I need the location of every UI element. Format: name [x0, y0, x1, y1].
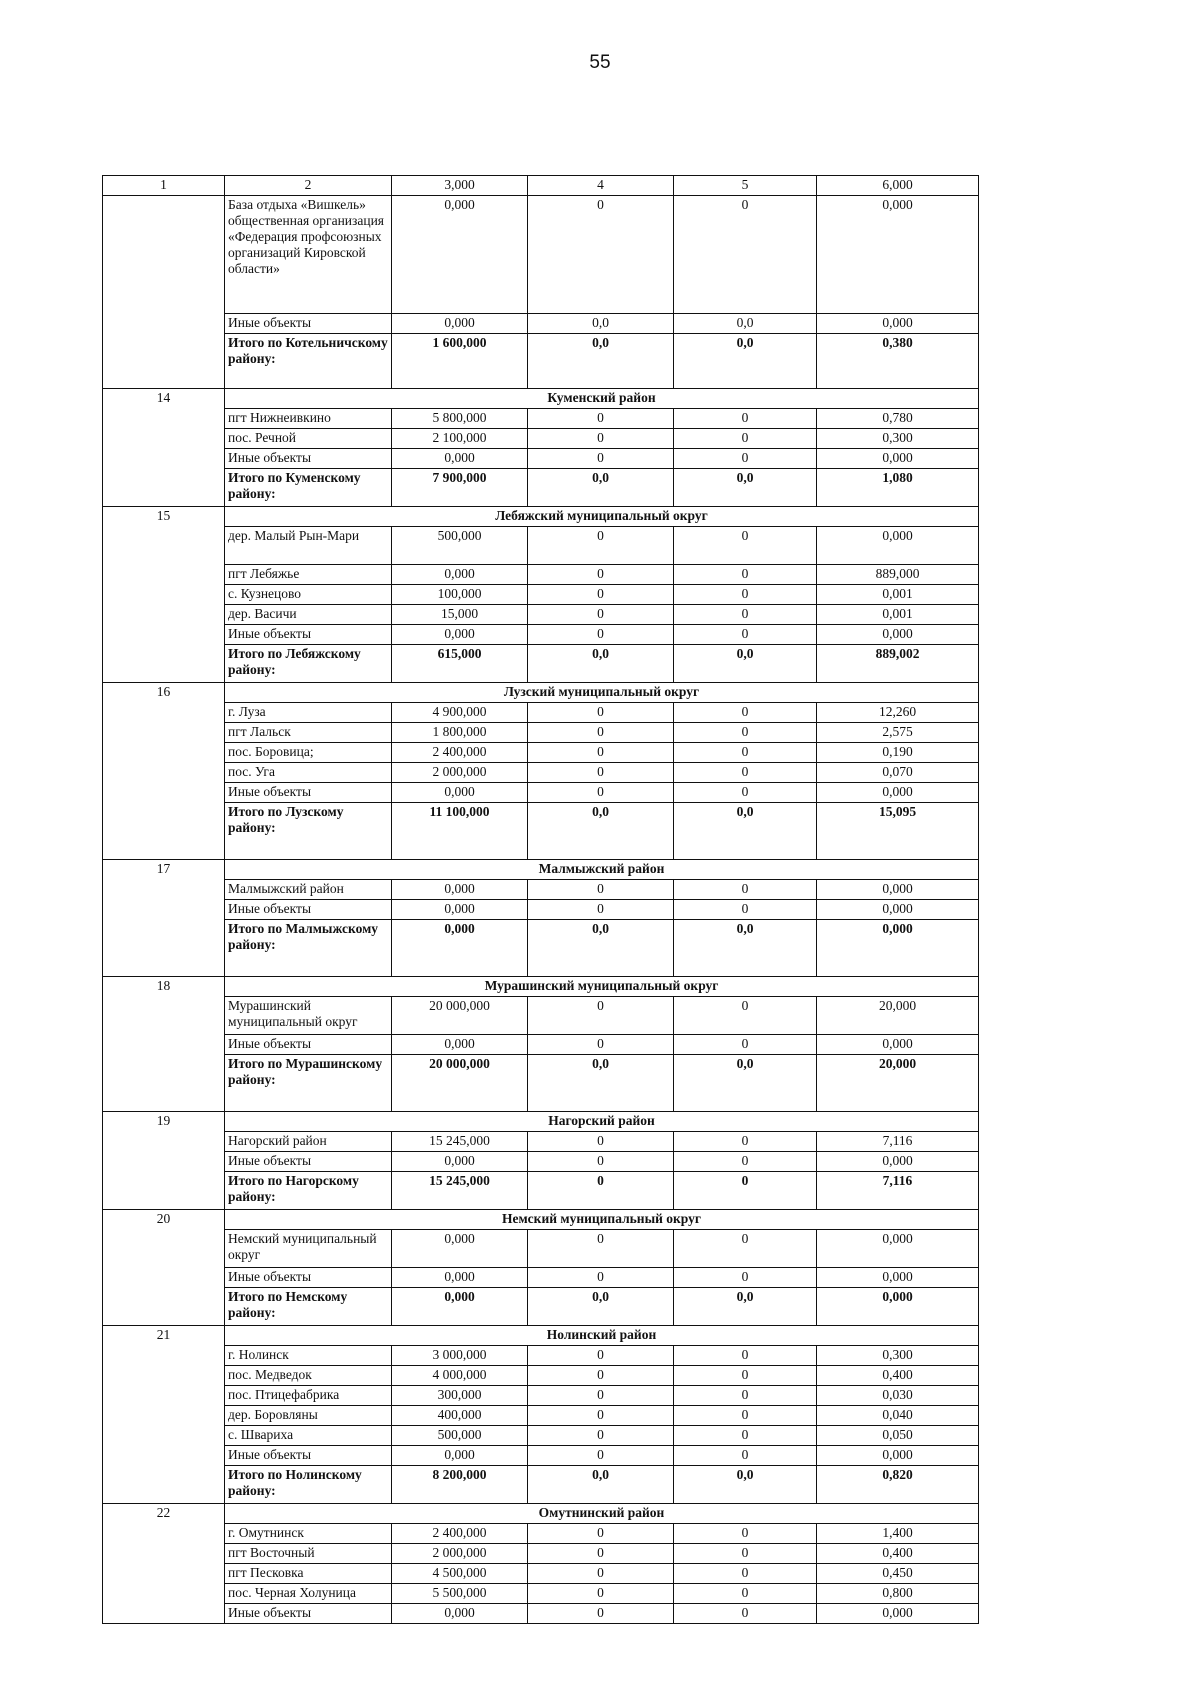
- total-name-cell: Итого по Нагорскому району:: [225, 1172, 392, 1210]
- value-col-4: 0: [528, 429, 674, 449]
- table-row: [103, 783, 979, 803]
- object-name-cell: Нагорский район: [225, 1132, 392, 1152]
- object-name-cell: пгт Лебяжье: [225, 565, 392, 585]
- value-col-3: 0,000: [392, 196, 528, 314]
- table-row: [103, 1268, 979, 1288]
- value-col-5: 0: [674, 997, 817, 1035]
- value-col-4: 0: [528, 900, 674, 920]
- table-row: [103, 1564, 979, 1584]
- table-row: [103, 1346, 979, 1366]
- section-row: [103, 860, 979, 880]
- section-row: [103, 1326, 979, 1346]
- value-col-5: 0: [674, 1172, 817, 1210]
- table-row: [103, 625, 979, 645]
- value-col-3: 0,000: [392, 1268, 528, 1288]
- value-col-5: 0: [674, 723, 817, 743]
- table-row: [103, 1544, 979, 1564]
- value-col-5: 0: [674, 1524, 817, 1544]
- object-name-cell: пгт Нижнеивкино: [225, 409, 392, 429]
- value-col-6: 0,000: [817, 1268, 979, 1288]
- object-name-cell: г. Нолинск: [225, 1346, 392, 1366]
- value-col-6: 0,000: [817, 314, 979, 334]
- value-col-3: 0,000: [392, 1230, 528, 1268]
- value-col-6: 20,000: [817, 1055, 979, 1112]
- object-name-cell: Иные объекты: [225, 1268, 392, 1288]
- value-col-6: 889,002: [817, 645, 979, 683]
- value-col-3: 0,000: [392, 565, 528, 585]
- value-col-3: 2 100,000: [392, 429, 528, 449]
- object-name-cell: дер. Боровляны: [225, 1406, 392, 1426]
- value-col-4: 0: [528, 1604, 674, 1624]
- object-name-cell: пос. Черная Холуница: [225, 1584, 392, 1604]
- header-cell-5: 5: [674, 176, 817, 196]
- value-col-6: 889,000: [817, 565, 979, 585]
- value-col-3: 3 000,000: [392, 1346, 528, 1366]
- value-col-5: 0: [674, 1406, 817, 1426]
- value-col-3: 615,000: [392, 645, 528, 683]
- table-body: [103, 176, 979, 1624]
- value-col-4: 0: [528, 723, 674, 743]
- value-col-6: 7,116: [817, 1172, 979, 1210]
- table-row: [103, 1584, 979, 1604]
- table-row: [103, 429, 979, 449]
- table-row: [103, 1604, 979, 1624]
- object-name-cell: с. Швариха: [225, 1426, 392, 1446]
- value-col-6: 0,800: [817, 1584, 979, 1604]
- value-col-5: 0: [674, 605, 817, 625]
- table-row: [103, 1524, 979, 1544]
- value-col-5: 0: [674, 585, 817, 605]
- value-col-5: 0: [674, 1426, 817, 1446]
- section-title: Нагорский район: [225, 1112, 979, 1132]
- table-row: [103, 1406, 979, 1426]
- value-col-4: 0,0: [528, 803, 674, 860]
- value-col-4: 0: [528, 763, 674, 783]
- value-col-5: 0,0: [674, 1055, 817, 1112]
- row-number-cell: 22: [103, 1504, 225, 1624]
- value-col-3: 5 500,000: [392, 1584, 528, 1604]
- value-col-4: 0: [528, 1386, 674, 1406]
- value-col-6: 0,001: [817, 605, 979, 625]
- value-col-3: 0,000: [392, 920, 528, 977]
- value-col-6: 0,300: [817, 1346, 979, 1366]
- object-name-cell: дер. Малый Рын-Мари: [225, 527, 392, 565]
- object-name-cell: Иные объекты: [225, 625, 392, 645]
- section-row: [103, 389, 979, 409]
- value-col-4: 0: [528, 1564, 674, 1584]
- object-name-cell: дер. Васичи: [225, 605, 392, 625]
- value-col-3: 500,000: [392, 527, 528, 565]
- value-col-3: 300,000: [392, 1386, 528, 1406]
- value-col-3: 4 900,000: [392, 703, 528, 723]
- total-row: [103, 645, 979, 683]
- section-title: Лебяжский муниципальный округ: [225, 507, 979, 527]
- value-col-4: 0: [528, 743, 674, 763]
- value-col-3: 0,000: [392, 783, 528, 803]
- table-row: [103, 565, 979, 585]
- value-col-4: 0,0: [528, 469, 674, 507]
- value-col-3: 20 000,000: [392, 997, 528, 1035]
- section-row: [103, 507, 979, 527]
- table-row: [103, 314, 979, 334]
- table-row: [103, 1152, 979, 1172]
- value-col-4: 0: [528, 703, 674, 723]
- value-col-3: 0,000: [392, 900, 528, 920]
- table-row: [103, 605, 979, 625]
- value-col-5: 0: [674, 1132, 817, 1152]
- value-col-4: 0: [528, 1406, 674, 1426]
- value-col-6: 20,000: [817, 997, 979, 1035]
- section-title: Малмыжский район: [225, 860, 979, 880]
- object-name-cell: пос. Боровица;: [225, 743, 392, 763]
- value-col-4: 0: [528, 1366, 674, 1386]
- value-col-5: 0: [674, 900, 817, 920]
- object-name-cell: пгт Лальск: [225, 723, 392, 743]
- value-col-5: 0: [674, 1604, 817, 1624]
- value-col-4: 0,0: [528, 920, 674, 977]
- object-name-cell: пос. Речной: [225, 429, 392, 449]
- data-table: [102, 175, 979, 1624]
- object-name-cell: Немский муниципальный округ: [225, 1230, 392, 1268]
- value-col-4: 0: [528, 1584, 674, 1604]
- value-col-3: 11 100,000: [392, 803, 528, 860]
- object-name-cell: г. Луза: [225, 703, 392, 723]
- value-col-3: 0,000: [392, 314, 528, 334]
- object-name-cell: Иные объекты: [225, 1446, 392, 1466]
- section-row: [103, 683, 979, 703]
- value-col-4: 0: [528, 409, 674, 429]
- table-row: [103, 1230, 979, 1268]
- value-col-6: 1,080: [817, 469, 979, 507]
- value-col-4: 0: [528, 783, 674, 803]
- row-number-cell: 21: [103, 1326, 225, 1504]
- value-col-6: 7,116: [817, 1132, 979, 1152]
- value-col-3: 100,000: [392, 585, 528, 605]
- value-col-3: 15 245,000: [392, 1132, 528, 1152]
- value-col-6: 0,050: [817, 1426, 979, 1446]
- total-name-cell: Итого по Куменскому району:: [225, 469, 392, 507]
- section-row: [103, 1210, 979, 1230]
- table-row: [103, 997, 979, 1035]
- value-col-5: 0: [674, 1152, 817, 1172]
- value-col-3: 20 000,000: [392, 1055, 528, 1112]
- object-name-cell: Иные объекты: [225, 900, 392, 920]
- value-col-6: 0,000: [817, 880, 979, 900]
- value-col-3: 0,000: [392, 625, 528, 645]
- value-col-5: 0: [674, 1230, 817, 1268]
- row-number-cell: 20: [103, 1210, 225, 1326]
- table-row: [103, 585, 979, 605]
- section-title: Лузский муниципальный округ: [225, 683, 979, 703]
- value-col-4: 0,0: [528, 334, 674, 389]
- value-col-3: 0,000: [392, 1152, 528, 1172]
- value-col-6: 0,000: [817, 196, 979, 314]
- value-col-3: 8 200,000: [392, 1466, 528, 1504]
- value-col-6: 0,000: [817, 1152, 979, 1172]
- value-col-6: 12,260: [817, 703, 979, 723]
- value-col-5: 0,0: [674, 645, 817, 683]
- total-row: [103, 1172, 979, 1210]
- value-col-6: 0,450: [817, 1564, 979, 1584]
- table-row: [103, 527, 979, 565]
- value-col-5: 0: [674, 703, 817, 723]
- value-col-4: 0,0: [528, 1055, 674, 1112]
- total-name-cell: Итого по Нолинскому району:: [225, 1466, 392, 1504]
- value-col-6: 0,000: [817, 920, 979, 977]
- value-col-6: 0,000: [817, 900, 979, 920]
- value-col-3: 0,000: [392, 1035, 528, 1055]
- section-row: [103, 977, 979, 997]
- value-col-3: 0,000: [392, 880, 528, 900]
- value-col-6: 2,575: [817, 723, 979, 743]
- section-row: [103, 1504, 979, 1524]
- value-col-3: 2 000,000: [392, 763, 528, 783]
- table-row: [103, 1366, 979, 1386]
- page-number: 55: [589, 52, 611, 73]
- value-col-5: 0: [674, 565, 817, 585]
- value-col-3: 15,000: [392, 605, 528, 625]
- value-col-4: 0: [528, 565, 674, 585]
- value-col-6: 0,000: [817, 1230, 979, 1268]
- value-col-4: 0: [528, 1426, 674, 1446]
- total-row: [103, 1466, 979, 1504]
- value-col-6: 1,400: [817, 1524, 979, 1544]
- value-col-5: 0: [674, 743, 817, 763]
- table-row: [103, 880, 979, 900]
- table-row: [103, 723, 979, 743]
- value-col-6: 0,000: [817, 449, 979, 469]
- value-col-3: 2 400,000: [392, 743, 528, 763]
- value-col-3: 1 600,000: [392, 334, 528, 389]
- row-number-cell: 15: [103, 507, 225, 683]
- value-col-6: 0,030: [817, 1386, 979, 1406]
- object-name-cell: Иные объекты: [225, 314, 392, 334]
- value-col-4: 0: [528, 527, 674, 565]
- value-col-6: 0,780: [817, 409, 979, 429]
- header-cell-1: 1: [103, 176, 225, 196]
- row-number-cell: 14: [103, 389, 225, 507]
- value-col-5: 0: [674, 1544, 817, 1564]
- object-name-cell: пгт Песковка: [225, 1564, 392, 1584]
- value-col-5: 0,0: [674, 1288, 817, 1326]
- value-col-4: 0: [528, 605, 674, 625]
- value-col-4: 0: [528, 449, 674, 469]
- object-name-cell: Иные объекты: [225, 783, 392, 803]
- value-col-4: 0,0: [528, 1288, 674, 1326]
- value-col-6: 0,000: [817, 1446, 979, 1466]
- header-cell-3: 3,000: [392, 176, 528, 196]
- total-name-cell: Итого по Малмыжскому району:: [225, 920, 392, 977]
- value-col-3: 500,000: [392, 1426, 528, 1446]
- value-col-4: 0: [528, 196, 674, 314]
- value-col-3: 5 800,000: [392, 409, 528, 429]
- value-col-3: 0,000: [392, 449, 528, 469]
- object-name-cell: пос. Птицефабрика: [225, 1386, 392, 1406]
- value-col-4: 0: [528, 585, 674, 605]
- value-col-3: 2 000,000: [392, 1544, 528, 1564]
- section-title: Омутнинский район: [225, 1504, 979, 1524]
- value-col-5: 0: [674, 449, 817, 469]
- value-col-6: 0,040: [817, 1406, 979, 1426]
- total-row: [103, 1055, 979, 1112]
- value-col-6: 0,820: [817, 1466, 979, 1504]
- total-name-cell: Итого по Котельничскому району:: [225, 334, 392, 389]
- value-col-4: 0: [528, 1132, 674, 1152]
- object-name-cell: Мурашинский муниципальный округ: [225, 997, 392, 1035]
- row-number-cell: 16: [103, 683, 225, 860]
- value-col-4: 0,0: [528, 314, 674, 334]
- table-row: [103, 1446, 979, 1466]
- value-col-5: 0: [674, 1268, 817, 1288]
- total-row: [103, 334, 979, 389]
- table-row: [103, 1035, 979, 1055]
- table-row: [103, 1386, 979, 1406]
- value-col-3: 15 245,000: [392, 1172, 528, 1210]
- value-col-4: 0: [528, 997, 674, 1035]
- value-col-4: 0: [528, 1230, 674, 1268]
- object-name-cell: Иные объекты: [225, 1035, 392, 1055]
- value-col-5: 0,0: [674, 803, 817, 860]
- value-col-3: 400,000: [392, 1406, 528, 1426]
- value-col-5: 0: [674, 1386, 817, 1406]
- value-col-4: 0: [528, 625, 674, 645]
- object-name-cell: База отдыха «Вишкель» общественная организация «Федерация профсоюзных организаций Кировской области»: [225, 196, 392, 314]
- header-cell-4: 4: [528, 176, 674, 196]
- total-row: [103, 803, 979, 860]
- section-row: [103, 1112, 979, 1132]
- value-col-4: 0: [528, 1346, 674, 1366]
- value-col-4: 0: [528, 1172, 674, 1210]
- object-name-cell: с. Кузнецово: [225, 585, 392, 605]
- value-col-5: 0: [674, 783, 817, 803]
- value-col-4: 0,0: [528, 1466, 674, 1504]
- value-col-5: 0: [674, 1366, 817, 1386]
- value-col-5: 0,0: [674, 314, 817, 334]
- section-title: Нолинский район: [225, 1326, 979, 1346]
- value-col-5: 0,0: [674, 334, 817, 389]
- object-name-cell: пос. Медведок: [225, 1366, 392, 1386]
- value-col-5: 0: [674, 1346, 817, 1366]
- total-row: [103, 920, 979, 977]
- table-row: [103, 409, 979, 429]
- value-col-4: 0: [528, 1524, 674, 1544]
- object-name-cell: пос. Уга: [225, 763, 392, 783]
- value-col-6: 0,000: [817, 625, 979, 645]
- value-col-5: 0: [674, 409, 817, 429]
- total-row: [103, 469, 979, 507]
- value-col-5: 0: [674, 763, 817, 783]
- value-col-6: 0,000: [817, 783, 979, 803]
- column-number-row: [103, 176, 979, 196]
- table-row: [103, 763, 979, 783]
- value-col-4: 0: [528, 1035, 674, 1055]
- value-col-6: 0,000: [817, 1035, 979, 1055]
- value-col-5: 0,0: [674, 1466, 817, 1504]
- table-row: [103, 703, 979, 723]
- value-col-6: 0,300: [817, 429, 979, 449]
- value-col-6: 0,400: [817, 1544, 979, 1564]
- value-col-3: 2 400,000: [392, 1524, 528, 1544]
- value-col-3: 4 000,000: [392, 1366, 528, 1386]
- value-col-5: 0: [674, 625, 817, 645]
- value-col-3: 4 500,000: [392, 1564, 528, 1584]
- value-col-4: 0: [528, 1544, 674, 1564]
- total-name-cell: Итого по Немскому району:: [225, 1288, 392, 1326]
- value-col-3: 0,000: [392, 1288, 528, 1326]
- value-col-6: 0,000: [817, 1604, 979, 1624]
- value-col-6: 0,400: [817, 1366, 979, 1386]
- section-title: Немский муниципальный округ: [225, 1210, 979, 1230]
- value-col-5: 0: [674, 880, 817, 900]
- table-row: [103, 449, 979, 469]
- total-name-cell: Итого по Лебяжскому району:: [225, 645, 392, 683]
- total-row: [103, 1288, 979, 1326]
- value-col-4: 0: [528, 1268, 674, 1288]
- table-row: [103, 196, 979, 314]
- object-name-cell: Иные объекты: [225, 1152, 392, 1172]
- value-col-4: 0,0: [528, 645, 674, 683]
- value-col-4: 0: [528, 1152, 674, 1172]
- header-cell-6: 6,000: [817, 176, 979, 196]
- table-row: [103, 900, 979, 920]
- value-col-6: 0,000: [817, 527, 979, 565]
- value-col-3: 0,000: [392, 1604, 528, 1624]
- section-title: Куменский район: [225, 389, 979, 409]
- row-number-cell: 18: [103, 977, 225, 1112]
- value-col-3: 1 800,000: [392, 723, 528, 743]
- object-name-cell: пгт Восточный: [225, 1544, 392, 1564]
- table-row: [103, 743, 979, 763]
- row-number-cell: 19: [103, 1112, 225, 1210]
- header-cell-2: 2: [225, 176, 392, 196]
- value-col-5: 0: [674, 1564, 817, 1584]
- value-col-3: 0,000: [392, 1446, 528, 1466]
- value-col-6: 0,001: [817, 585, 979, 605]
- value-col-5: 0: [674, 1035, 817, 1055]
- object-name-cell: Малмыжский район: [225, 880, 392, 900]
- row-number-cell: [103, 196, 225, 389]
- object-name-cell: г. Омутнинск: [225, 1524, 392, 1544]
- total-name-cell: Итого по Лузскому району:: [225, 803, 392, 860]
- value-col-4: 0: [528, 1446, 674, 1466]
- value-col-6: 0,190: [817, 743, 979, 763]
- section-title: Мурашинский муниципальный округ: [225, 977, 979, 997]
- value-col-5: 0: [674, 1446, 817, 1466]
- value-col-5: 0: [674, 527, 817, 565]
- value-col-5: 0: [674, 429, 817, 449]
- value-col-4: 0: [528, 880, 674, 900]
- object-name-cell: Иные объекты: [225, 449, 392, 469]
- table-row: [103, 1426, 979, 1446]
- value-col-5: 0: [674, 1584, 817, 1604]
- value-col-5: 0: [674, 196, 817, 314]
- value-col-6: 0,380: [817, 334, 979, 389]
- value-col-6: 0,000: [817, 1288, 979, 1326]
- value-col-6: 15,095: [817, 803, 979, 860]
- value-col-5: 0,0: [674, 469, 817, 507]
- value-col-3: 7 900,000: [392, 469, 528, 507]
- row-number-cell: 17: [103, 860, 225, 977]
- value-col-5: 0,0: [674, 920, 817, 977]
- object-name-cell: Иные объекты: [225, 1604, 392, 1624]
- table-row: [103, 1132, 979, 1152]
- total-name-cell: Итого по Мурашинскому району:: [225, 1055, 392, 1112]
- value-col-6: 0,070: [817, 763, 979, 783]
